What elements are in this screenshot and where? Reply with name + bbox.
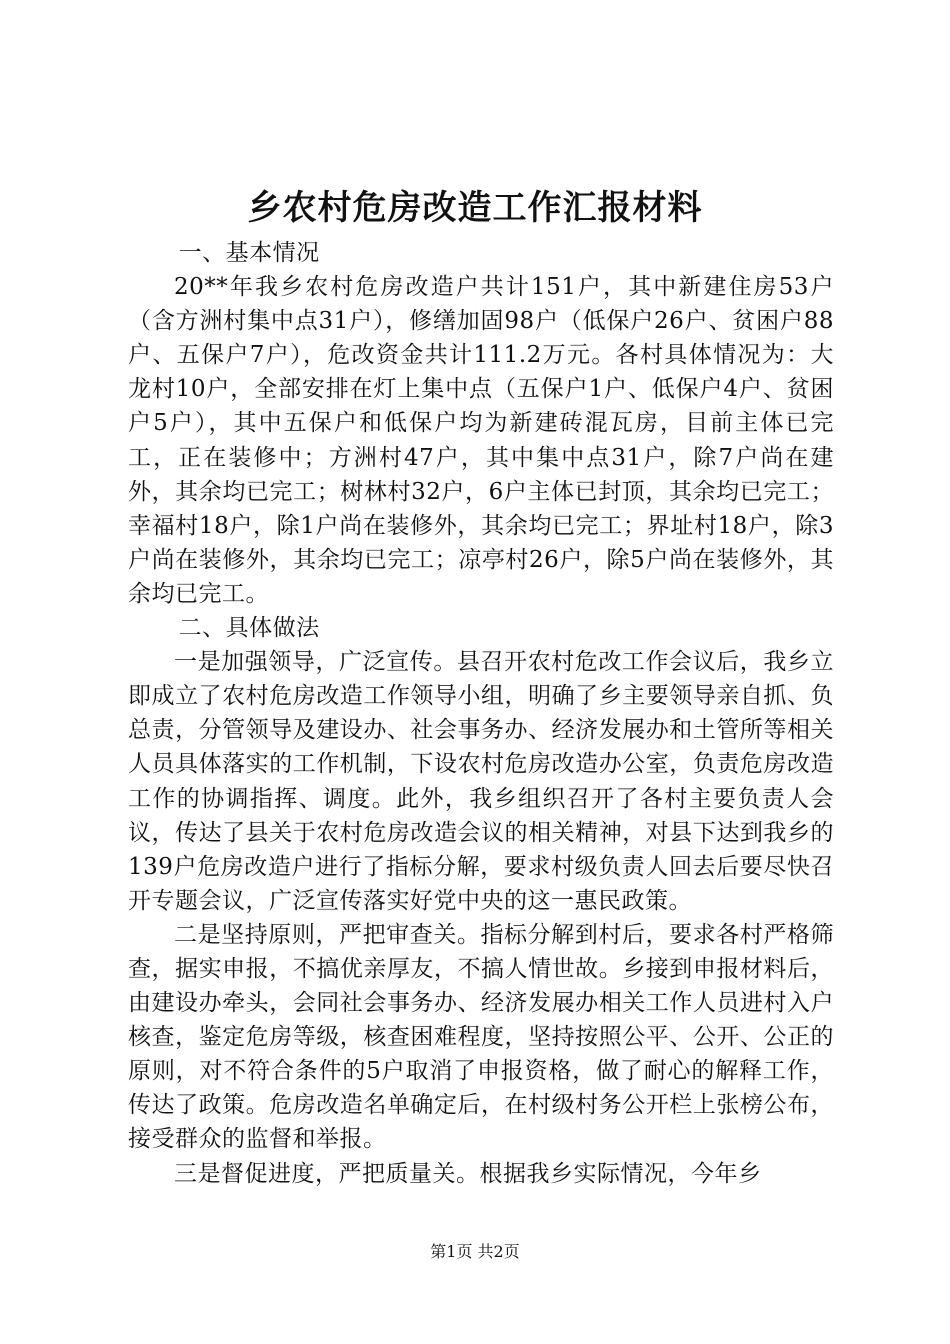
document-title: 乡农村危房改造工作汇报材料 xyxy=(247,188,703,228)
document-body xyxy=(128,236,834,1191)
paragraph-leadership: 一是加强领导，广泛宣传。县召开农村危改工作会议后，我乡立即成立了农村危房改造工作领导小组，明确了乡主要领导亲自抓、负总责，分管领导及建设办、社会事务办、经济发展办和土管所等相关人员具体落实的工作机制，下设农村危房改造办公室，负责危房改造工作的协调指挥、调度。此外，我乡组织召开了各村主要负责人会议，传达了县关于农村危房改造会议的相关精神，对县下达到我乡的139户危房改造户进行了指标分解，要求村级负责人回去后要尽快召开专题会议，广泛宣传落实好党中央的这一惠民政策。 xyxy=(128,649,834,914)
paragraph-basic-situation: 20**年我乡农村危房改造户共计151户，其中新建住房53户（含方洲村集中点31户），修缮加固98户（低保户26户、贫困户88户、五保户7户），危改资金共计111.2万元。各村具体情况为：大龙村10户，全部安排在灯上集中点（五保户1户、低保户4户、贫困户5户），其中五保户和低保户均为新建砖混瓦房，目前主体已完工，正在装修中；方洲村47户，其中集中点31户，除7户尚在建外，其余均已完工；树林村32户，6户主体已封顶，其余均已完工；幸福村18户，除1户尚在装修外，其余均已完工；界址村18户，除3户尚在装修外，其余均已完工；凉亭村26户，除5户尚在装修外，其余均已完工。 xyxy=(128,274,834,607)
paragraph-progress: 三是督促进度，严把质量关。根据我乡实际情况，今年乡 xyxy=(174,1160,762,1187)
section-heading-methods: 二、具体做法 xyxy=(178,615,320,642)
paragraph-review: 二是坚持原则，严把审查关。指标分解到村后，要求各村严格筛查，据实申报，不搞优亲厚友，不搞人情世故。乡接到申报材料后，由建设办牵头，会同社会事务办、经济发展办相关工作人员进村入户核查，鉴定危房等级，核查困难程度，坚持按照公平、公开、公正的原则，对不符合条件的5户取消了申报资格，做了耐心的解释工作，传达了政策。危房改造名单确定后，在村级村务公开栏上张榜公布，接受群众的监督和举报。 xyxy=(128,921,834,1153)
page-footer: 第1页 共2页 xyxy=(430,1242,520,1261)
section-heading-basic: 一、基本情况 xyxy=(178,240,320,266)
